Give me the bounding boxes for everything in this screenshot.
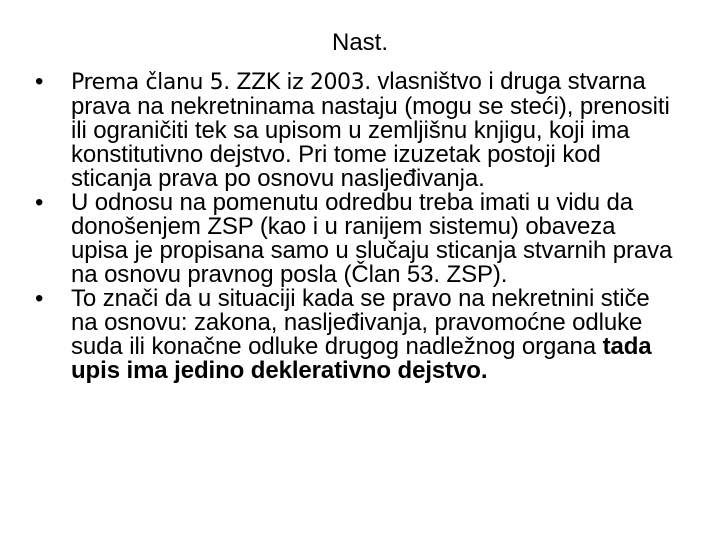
bullet-marker: • xyxy=(35,189,44,216)
bullet-item-1 xyxy=(35,70,675,191)
bullet-text: To znači da u situaciji kada se pravo na nekretnini stiče na osnovu: zakona, nasljeđivanja, pravomoćne odluke suda ili konačne odluke drugog nadležnog organa xyxy=(71,285,650,360)
bullet-list xyxy=(35,70,675,383)
bullet-text: vlasništvo i druga stvarna prava na nekretninama nastaju (mogu se steći), prenositi ili ograničiti tek sa upisom u zemljišnu knjigu, koji ima konstitutivno dejstvo. Pri tome izuzetak postoji kod sticanja prava po osnovu nasljeđivanja. xyxy=(71,68,670,192)
bullet-marker: • xyxy=(35,285,44,312)
slide-title: Nast. xyxy=(331,29,388,56)
bullet-text: U odnosu na pomenutu odredbu treba imati u vidu da donošenjem ZSP (kao i u ranijem sistemu) obaveza upisa je propisana samo u slučaju sticanja stvarnih prava na osnovu pravnog posla (Član 53. ZSP). xyxy=(71,189,673,288)
bullet-item-3 xyxy=(35,287,675,383)
bullet-marker: • xyxy=(35,68,44,95)
bullet-bold-text: tada upis ima jedino deklerativno dejstvo. xyxy=(71,333,652,384)
bullet-lead-text: Prema članu 5. ZZK iz 2003. xyxy=(71,70,371,95)
bullet-item-2 xyxy=(35,191,675,287)
